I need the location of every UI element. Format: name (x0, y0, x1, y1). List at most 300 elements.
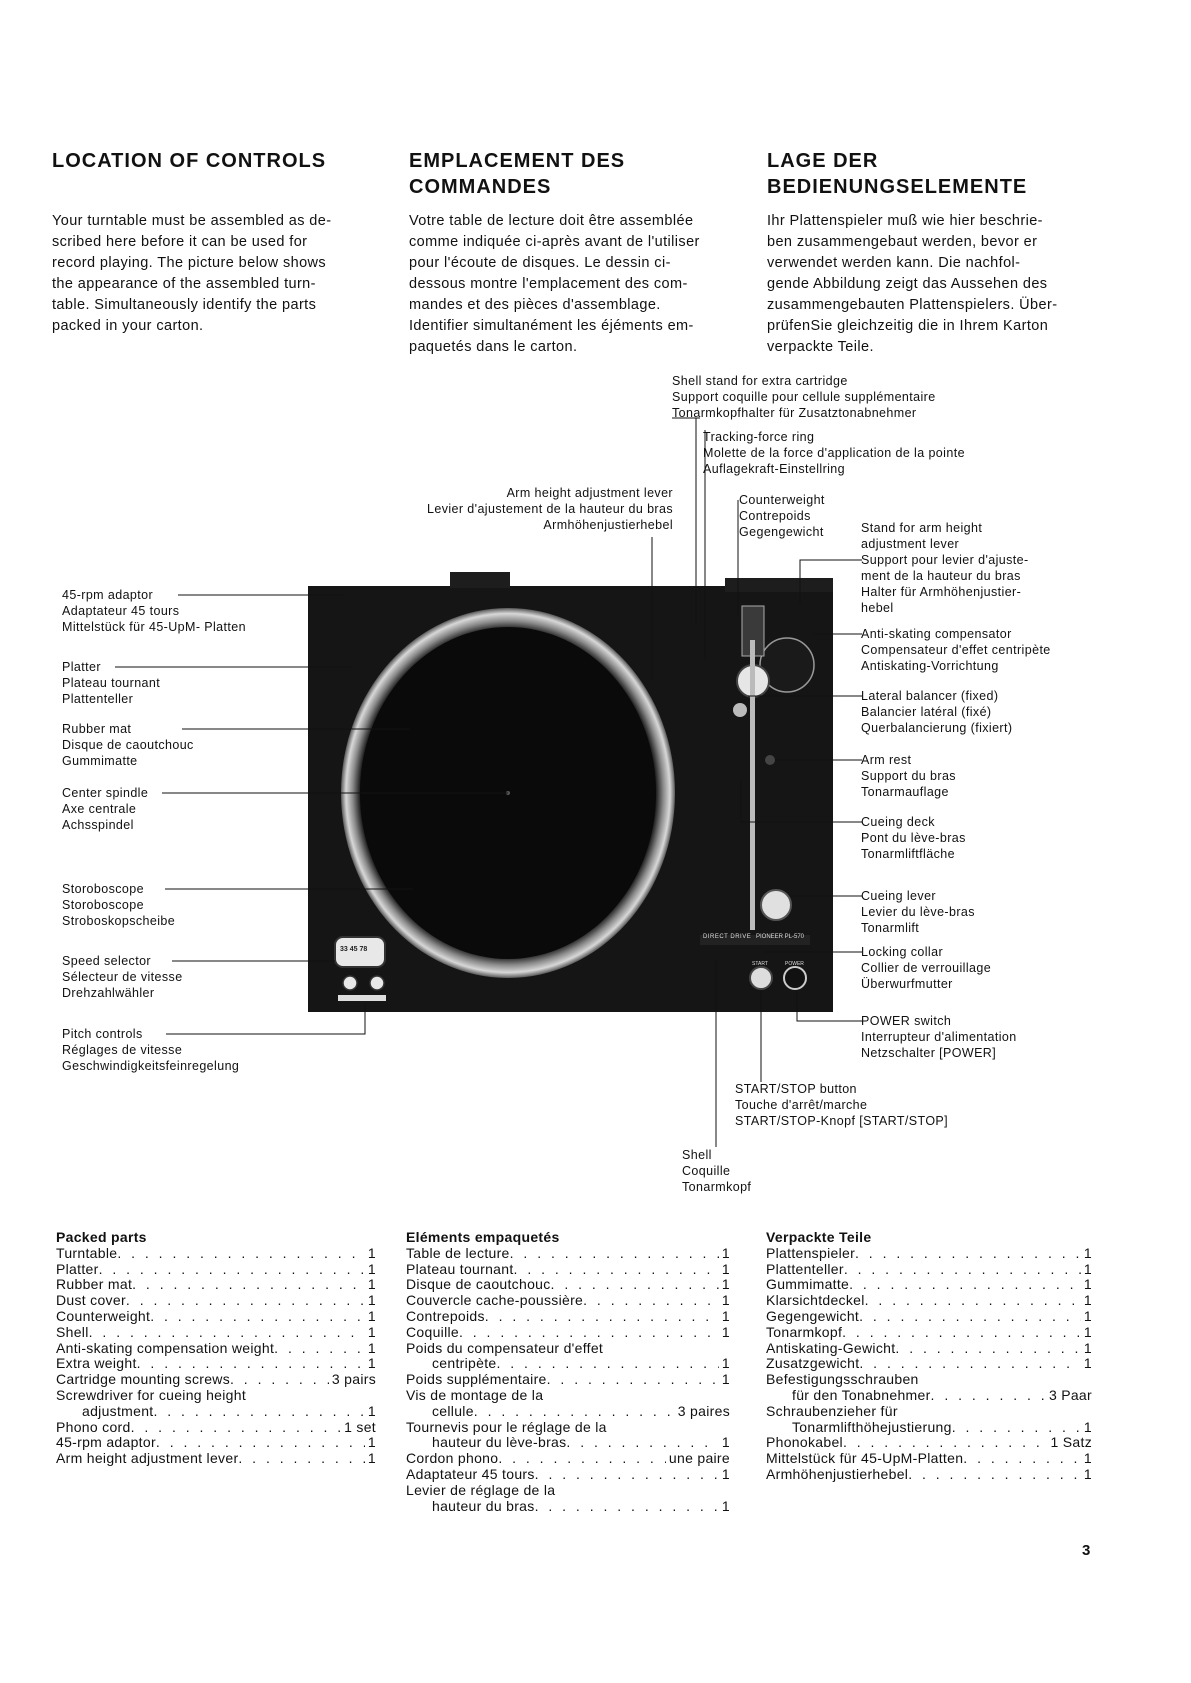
label-line: Axe centrale (62, 802, 137, 816)
pitch-label-strip (338, 995, 386, 1001)
label-line: Center spindle (62, 786, 149, 800)
packed-item (766, 1246, 1092, 1262)
packed-item-name: Poids du compensateur d'effet (406, 1339, 604, 1356)
packed-parts-title: Verpackte Teile (766, 1229, 872, 1245)
packed-item (56, 1277, 376, 1293)
packed-item-qty: 1 (721, 1244, 730, 1261)
intro-line: comme indiquée ci-après avant de l'utiliser (409, 234, 700, 250)
packed-parts-title: Packed parts (56, 1229, 147, 1245)
packed-item-name: Zusatzgewicht (766, 1355, 860, 1372)
intro-line: gende Abbildung zeigt das Aussehen des (767, 276, 1048, 292)
dot-leader (153, 1404, 364, 1420)
label-line: Auflagekraft-Einstellring (703, 462, 846, 476)
intro-line: dessous montre l'emplacement des com- (409, 276, 688, 292)
dot-leader (859, 1309, 1081, 1325)
label-center-spindle (62, 785, 148, 833)
packed-item-name: Gummimatte (766, 1276, 850, 1293)
intro-line: the appearance of the assembled turn- (52, 276, 316, 292)
packed-item-qty: 1 (1083, 1307, 1092, 1324)
dot-leader (496, 1356, 718, 1372)
label-line: Coquille (682, 1164, 731, 1178)
packed-item (56, 1246, 376, 1262)
label-line: Arm rest (861, 753, 912, 767)
label-line: Armhöhenjustierhebel (543, 518, 673, 532)
label-power-switch (861, 1013, 1017, 1061)
packed-item-name: Klarsichtdeckel (766, 1292, 865, 1309)
packed-item-qty: 3 pairs (331, 1371, 376, 1388)
packed-item (406, 1325, 730, 1341)
packed-item-name: Adaptateur 45 tours (406, 1465, 535, 1482)
packed-item-name: Screwdriver for cueing height (56, 1386, 247, 1403)
lateral-balancer (733, 703, 747, 717)
packed-item-qty: 1 (1083, 1260, 1092, 1277)
packed-item-qty: 1 (1083, 1465, 1092, 1482)
packed-item-name: Anti-skating compensation weight (56, 1339, 275, 1356)
packed-item-qty: 1 (721, 1355, 730, 1372)
packed-item (766, 1341, 1092, 1357)
packed-item-qty: 1 (367, 1244, 376, 1261)
label-line: Stand for arm height (861, 521, 983, 535)
packed-item-qty: 1 (367, 1276, 376, 1293)
dot-leader (859, 1356, 1081, 1372)
packed-item-name: Dust cover (56, 1292, 126, 1309)
packed-item-name: Antiskating-Gewicht (766, 1339, 896, 1356)
packed-item-name: Shell (56, 1323, 89, 1340)
packed-item (406, 1309, 730, 1325)
intro-line: table. Simultaneously identify the parts (52, 297, 317, 313)
packed-item-qty: 1 (367, 1323, 376, 1340)
label-line: Netzschalter [POWER] (861, 1046, 997, 1060)
dot-leader (547, 1372, 719, 1388)
label-line: Support coquille pour cellule supplémentaire (672, 390, 936, 404)
intro-line: Identifier simultanément les éjéments em- (409, 318, 694, 334)
packed-item-qty: 1 set (344, 1418, 376, 1435)
packed-item-name: Tournevis pour le réglage de la (406, 1418, 607, 1435)
label-line: Tracking-force ring (703, 430, 815, 444)
dot-leader (150, 1309, 365, 1325)
heading-fr-line: EMPLACEMENT DES (409, 150, 626, 172)
dot-leader (842, 1325, 1081, 1341)
packed-item-name: Phonokabel (766, 1434, 843, 1451)
dot-leader (865, 1293, 1081, 1309)
dot-leader (855, 1246, 1081, 1262)
packed-item-name: Levier de réglage de la (406, 1481, 556, 1498)
label-pitch-controls (62, 1026, 239, 1074)
label-line: ment de la hauteur du bras (861, 569, 1021, 583)
label-line: hebel (861, 601, 894, 615)
packed-item (766, 1420, 1092, 1436)
page-number: 3 (1082, 1542, 1091, 1559)
intro-line: verwendet werden kann. Die nachfol- (767, 255, 1021, 271)
packed-item-qty: 1 (1083, 1450, 1092, 1467)
label-storoboscope (62, 881, 175, 929)
packed-item-name: Tonarmlifthöhejustierung (792, 1418, 952, 1435)
label-line: Levier d'ajustement de la hauteur du bras (426, 502, 673, 516)
label-line: Réglages de vitesse (62, 1043, 183, 1057)
label-line: Gummimatte (62, 754, 138, 768)
dot-leader (117, 1246, 365, 1262)
dot-leader (126, 1293, 365, 1309)
intro-line: scribed here before it can be used for (52, 234, 308, 250)
pitch-knob-left (343, 976, 357, 990)
packed-item (406, 1435, 730, 1451)
dot-leader (551, 1277, 719, 1293)
dot-leader (474, 1404, 675, 1420)
label-line: Rubber mat (62, 722, 132, 736)
dot-leader (843, 1435, 1048, 1451)
label-line: Querbalancierung (fixiert) (861, 721, 1013, 735)
packed-item-name: hauteur du lève-bras (432, 1434, 567, 1451)
label-line: Support du bras (861, 769, 956, 783)
packed-item (766, 1467, 1092, 1483)
packed-item-name: Cordon phono (406, 1450, 499, 1467)
label-line: Pont du lève-bras (861, 831, 966, 845)
packed-parts-en (56, 1230, 376, 1467)
dot-leader (89, 1325, 365, 1341)
label-shell (682, 1147, 751, 1195)
heading-de-line: BEDIENUNGSELEMENTE (767, 176, 1028, 198)
packed-item-qty: 3 Paar (1048, 1386, 1092, 1403)
dot-leader (131, 1420, 342, 1436)
label-start-stop (735, 1081, 948, 1129)
packed-item (56, 1325, 376, 1341)
packed-item (56, 1435, 376, 1451)
label-cueing-deck (861, 814, 966, 862)
intro-line: paquetés dans le carton. (409, 339, 578, 355)
packed-item (766, 1388, 1092, 1404)
label-line: Support pour levier d'ajuste- (861, 553, 1029, 567)
label-line: Plattenteller (62, 692, 134, 706)
label-line: Halter für Armhöhenjustier- (861, 585, 1022, 599)
packed-item-qty: 1 (721, 1292, 730, 1309)
label-line: Pitch controls (62, 1027, 143, 1041)
label-locking-collar (861, 944, 991, 992)
packed-item-qty: 1 (367, 1355, 376, 1372)
packed-item-qty: 1 (721, 1323, 730, 1340)
label-line: Balancier latéral (fixé) (861, 705, 992, 719)
packed-item (406, 1451, 730, 1467)
packed-item (406, 1420, 730, 1436)
packed-item (56, 1404, 376, 1420)
label-arm-rest (861, 752, 956, 800)
power-label: POWER (785, 961, 804, 967)
packed-item-name: Extra weight (56, 1355, 137, 1372)
packed-item-name: Cartridge mounting screws (56, 1371, 231, 1388)
label-line: Levier du lève-bras (861, 905, 975, 919)
label-line: Arm height adjustment lever (506, 486, 673, 500)
dot-leader (485, 1309, 719, 1325)
heading-en-line: LOCATION OF CONTROLS (52, 150, 327, 172)
label-line: Antiskating-Vorrichtung (861, 659, 999, 673)
dot-leader (535, 1499, 719, 1515)
packed-item-name: Armhöhenjustierhebel (766, 1465, 909, 1482)
label-line: Storoboscope (62, 898, 144, 912)
dot-leader (952, 1420, 1081, 1436)
label-line: Touche d'arrêt/marche (735, 1098, 868, 1112)
dot-leader (230, 1372, 329, 1388)
dot-leader (583, 1293, 719, 1309)
label-line: Disque de caoutchouc (62, 738, 194, 752)
packed-item (406, 1372, 730, 1388)
intro-line: mandes et des pièces d'assemblage. (409, 297, 661, 313)
label-line: Tonarmliftfläche (861, 847, 955, 861)
intro-line: record playing. The picture below shows (52, 255, 327, 271)
packed-item-name: für den Tonabnehmer (792, 1386, 931, 1403)
packed-item (766, 1372, 1092, 1388)
packed-item-name: 45-rpm adaptor (56, 1434, 156, 1451)
packed-item-name: Plattenspieler (766, 1244, 856, 1261)
plinth-top-ridge (450, 572, 510, 588)
label-line: Adaptateur 45 tours (62, 604, 180, 618)
packed-item-qty: 1 (721, 1371, 730, 1388)
packed-item-qty: 1 (367, 1292, 376, 1309)
label-line: Contrepoids (739, 509, 811, 523)
heading-fr-line: COMMANDES (409, 176, 552, 198)
packed-item-qty: 3 paires (677, 1402, 730, 1419)
packed-item-name: Befestigungsschrauben (766, 1371, 919, 1388)
packed-item-name: hauteur du bras (432, 1497, 535, 1514)
packed-item-name: Disque de caoutchouc (406, 1276, 551, 1293)
packed-item-name: Tonarmkopf (766, 1323, 843, 1340)
label-line: Geschwindigkeitsfeinregelung (62, 1059, 240, 1073)
packed-item-name: Plattenteller (766, 1260, 844, 1277)
packed-item-qty: 1 (721, 1260, 730, 1277)
label-line: Anti-skating compensator (861, 627, 1012, 641)
packed-item-qty: 1 (1083, 1355, 1092, 1372)
label-line: Counterweight (739, 493, 825, 507)
packed-item (56, 1341, 376, 1357)
dot-leader (849, 1277, 1081, 1293)
packed-item (766, 1404, 1092, 1420)
packed-item-qty: une paire (668, 1450, 730, 1467)
label-line: Überwurfmutter (861, 977, 953, 991)
intro-line: Votre table de lecture doit être assemblée (409, 213, 694, 229)
packed-item-qty: 1 (1083, 1292, 1092, 1309)
packed-item-qty: 1 (1083, 1339, 1092, 1356)
packed-item-name: Phono cord (56, 1418, 131, 1435)
label-speed-selector (62, 953, 183, 1001)
packed-item-qty: 1 (367, 1450, 376, 1467)
packed-item (406, 1246, 730, 1262)
packed-item-name: Coquille (406, 1323, 459, 1340)
label-arm-height-lever (427, 485, 673, 533)
packed-item-name: Poids supplémentaire (406, 1371, 547, 1388)
packed-item-qty: 1 (721, 1497, 730, 1514)
packed-parts-fr (406, 1230, 730, 1514)
packed-item (766, 1293, 1092, 1309)
label-line: Lateral balancer (fixed) (861, 689, 999, 703)
packed-item-name: Mittelstück für 45-UpM-Platten (766, 1450, 964, 1467)
label-line: Storoboscope (62, 882, 144, 896)
packed-item-qty: 1 (367, 1260, 376, 1277)
label-line: Tonarmauflage (861, 785, 949, 799)
intro-line: prüfenSie gleichzeitig die in Ihrem Karton (767, 318, 1049, 334)
dot-leader (132, 1277, 365, 1293)
intro-line: verpackte Teile. (767, 339, 874, 355)
label-platter (62, 659, 160, 707)
packed-item-name: cellule (432, 1402, 474, 1419)
packed-item (406, 1404, 730, 1420)
packed-item-name: Arm height adjustment lever (56, 1450, 239, 1467)
label-line: Stroboskopscheibe (62, 914, 176, 928)
packed-item (406, 1356, 730, 1372)
packed-item (56, 1293, 376, 1309)
intro-line: zusammengebauten Plattenspielers. Über- (767, 297, 1058, 313)
packed-item (766, 1309, 1092, 1325)
dot-leader (498, 1451, 666, 1467)
label-line: Cueing lever (861, 889, 936, 903)
intro-line: ben zusammengebaut werden, bevor er (767, 234, 1038, 250)
packed-item-name: Turntable (56, 1244, 118, 1261)
packed-item-name: centripète (432, 1355, 497, 1372)
packed-item-qty: 1 (1083, 1244, 1092, 1261)
label-line: Locking collar (861, 945, 944, 959)
label-line: Gegengewicht (739, 525, 824, 539)
packed-item (56, 1356, 376, 1372)
label-tracking-force (703, 429, 965, 477)
label-line: Interrupteur d'alimentation (861, 1030, 1017, 1044)
label-cueing-lever (861, 888, 975, 936)
packed-item (406, 1341, 730, 1357)
packed-item-name: Rubber mat (56, 1276, 133, 1293)
packed-item-qty: 1 (1083, 1276, 1092, 1293)
packed-item-qty: 1 (367, 1307, 376, 1324)
dot-leader (137, 1356, 365, 1372)
packed-item (406, 1499, 730, 1515)
packed-item (406, 1262, 730, 1278)
packed-item-qty: 1 Satz (1050, 1434, 1092, 1451)
packed-item (766, 1325, 1092, 1341)
label-lateral-balancer (861, 688, 1012, 736)
label-line: adjustment lever (861, 537, 960, 551)
model-name: PIONEER PL-570 (756, 934, 805, 940)
packed-item (56, 1420, 376, 1436)
packed-item-name: Platter (56, 1260, 99, 1277)
label-line: Compensateur d'effet centripète (861, 643, 1051, 657)
label-line: Tonarmkopf (682, 1180, 752, 1194)
label-line: 45-rpm adaptor (62, 588, 154, 602)
packed-item-name: Gegengewicht (766, 1307, 860, 1324)
packed-item-name: adjustment (82, 1402, 154, 1419)
heading-de-line: LAGE DER (767, 150, 879, 172)
dot-leader (844, 1262, 1081, 1278)
packed-item-qty: 1 (367, 1434, 376, 1451)
packed-item-name: Contrepoids (406, 1307, 485, 1324)
label-line: Collier de verrouillage (861, 961, 992, 975)
label-line: Achsspindel (62, 818, 134, 832)
label-shell-stand (672, 373, 936, 421)
dot-leader (514, 1262, 719, 1278)
cueing-lever-knob (761, 890, 791, 920)
dot-leader (908, 1467, 1081, 1483)
packed-item (406, 1277, 730, 1293)
intro-line: Ihr Plattenspieler muß wie hier beschrie- (767, 213, 1043, 229)
label-stand-arm-height (861, 520, 1029, 616)
start-label: START (752, 961, 768, 967)
packed-item-qty: 1 (1083, 1323, 1092, 1340)
packed-item (56, 1388, 376, 1404)
label-line: Drehzahlwähler (62, 986, 155, 1000)
packed-item-qty: 1 (721, 1434, 730, 1451)
plinth-rear-block (725, 578, 833, 592)
label-rubber-mat (62, 721, 194, 769)
dot-leader (274, 1341, 365, 1357)
packed-item (766, 1356, 1092, 1372)
dot-leader (535, 1467, 719, 1483)
tonearm-pipe (750, 640, 755, 930)
packed-item (56, 1372, 376, 1388)
speed-text: 33 45 78 (340, 946, 368, 953)
packed-item (56, 1262, 376, 1278)
label-anti-skating (861, 626, 1051, 674)
dot-leader (156, 1435, 365, 1451)
packed-item (56, 1451, 376, 1467)
packed-item (406, 1293, 730, 1309)
label-line: Mittelstück für 45-UpM- Platten (62, 620, 246, 634)
dot-leader (238, 1451, 365, 1467)
dot-leader (566, 1435, 718, 1451)
packed-item-qty: 1 (721, 1276, 730, 1293)
intro-line: packed in your carton. (52, 318, 204, 334)
packed-item-name: Counterweight (56, 1307, 151, 1324)
model-text: DIRECT DRIVE (703, 934, 752, 940)
label-line: Shell stand for extra cartridge (672, 374, 848, 388)
packed-item-name: Couvercle cache-poussière (406, 1292, 584, 1309)
packed-item (406, 1483, 730, 1499)
packed-item (766, 1435, 1092, 1451)
label-line: Platter (62, 660, 101, 674)
packed-item-qty: 1 (367, 1339, 376, 1356)
label-line: Molette de la force d'application de la pointe (703, 446, 965, 460)
packed-item (766, 1277, 1092, 1293)
dot-leader (931, 1388, 1046, 1404)
label-line: START/STOP-Knopf [START/STOP] (735, 1114, 949, 1128)
packed-item (766, 1262, 1092, 1278)
packed-item-qty: 1 (367, 1402, 376, 1419)
label-line: Shell (682, 1148, 712, 1162)
packed-item (56, 1309, 376, 1325)
packed-item-name: Table de lecture (406, 1244, 510, 1261)
label-line: Plateau tournant (62, 676, 161, 690)
dot-leader (963, 1451, 1081, 1467)
intro-line: pour l'écoute de disques. Le dessin ci- (409, 255, 671, 271)
label-line: Tonarmkopfhalter für Zusatztonabnehmer (672, 406, 917, 420)
packed-item-name: Schraubenzieher für (766, 1402, 898, 1419)
label-line: START/STOP button (735, 1082, 857, 1096)
packed-item-name: Vis de montage de la (406, 1386, 544, 1403)
label-line: POWER switch (861, 1014, 952, 1028)
label-line: Speed selector (62, 954, 151, 968)
packed-item (406, 1388, 730, 1404)
packed-parts-title: Eléments empaquetés (406, 1229, 560, 1245)
label-line: Sélecteur de vitesse (62, 970, 183, 984)
packed-parts-de (766, 1230, 1092, 1483)
packed-item-qty: 1 (721, 1465, 730, 1482)
power-switch (784, 967, 806, 989)
dot-leader (510, 1246, 719, 1262)
dot-leader (895, 1341, 1080, 1357)
packed-item (406, 1467, 730, 1483)
packed-item-qty: 1 (1083, 1418, 1092, 1435)
label-line: Cueing deck (861, 815, 935, 829)
intro-line: Your turntable must be assembled as de- (52, 213, 332, 229)
packed-item (766, 1451, 1092, 1467)
dot-leader (99, 1262, 365, 1278)
label-line: Tonarmlift (861, 921, 920, 935)
packed-item-name: Plateau tournant (406, 1260, 514, 1277)
pitch-knob-right (370, 976, 384, 990)
arm-rest (765, 755, 775, 765)
